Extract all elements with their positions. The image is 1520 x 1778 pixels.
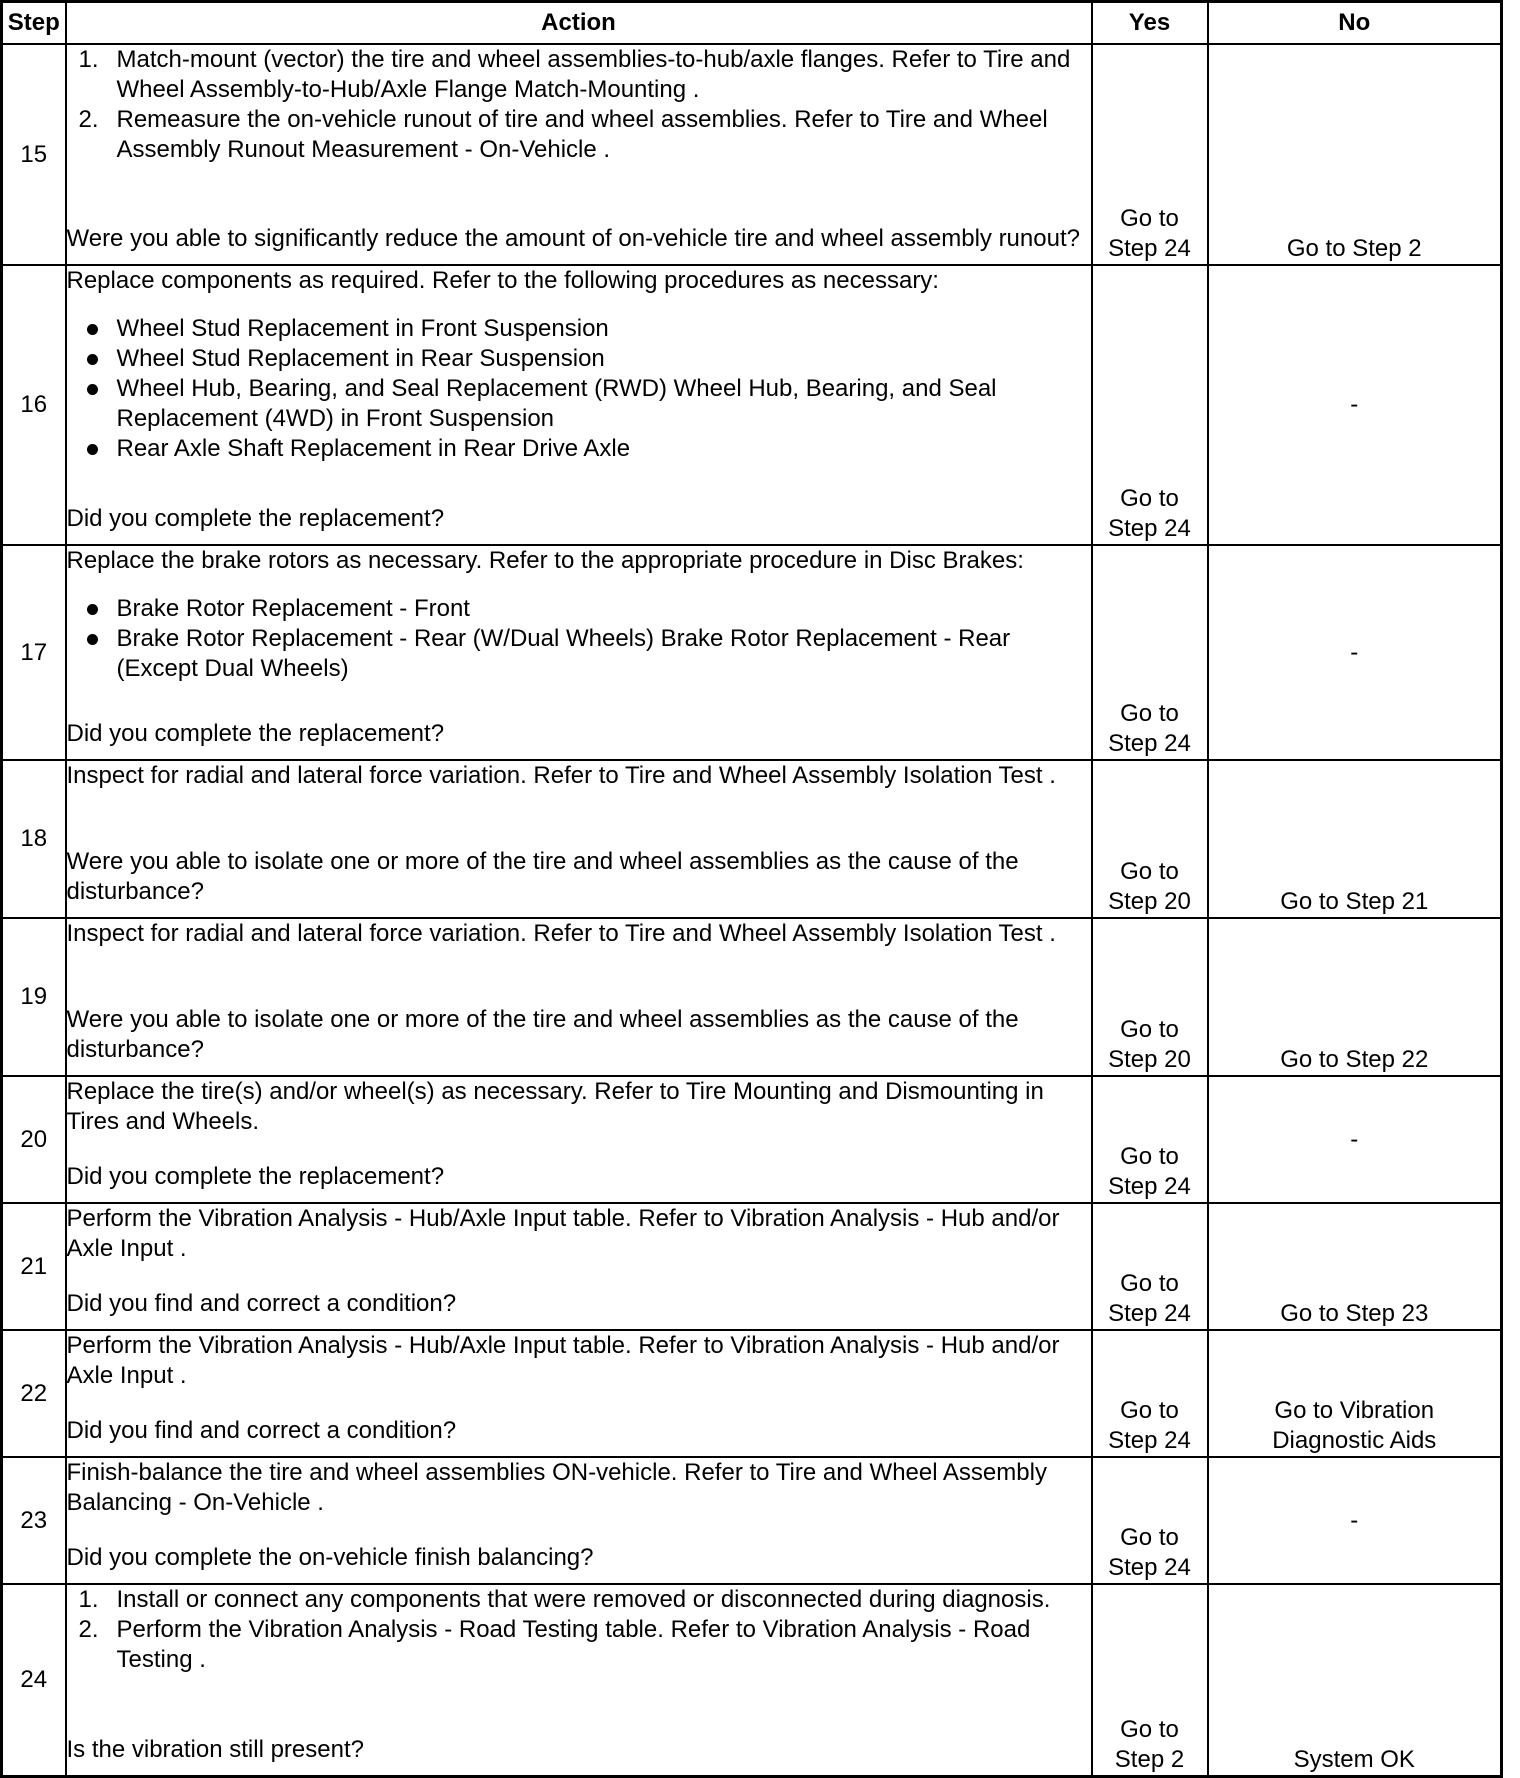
action-question: Did you find and correct a condition?: [66, 1290, 457, 1317]
action-content: [67, 919, 1091, 1065]
numbered-steps: [67, 1585, 1091, 1675]
bullet-list: [67, 594, 1091, 684]
spacer: [67, 1137, 1091, 1162]
numbered-step-text: Remeasure the on-vehicle runout of tire and wheel assemblies. Refer to Tire and Wheel Assembly Runout Measurement - On-Vehicle .: [116, 106, 1048, 163]
step-number: 23: [2, 1457, 66, 1584]
action-content: [67, 266, 1091, 534]
header-action: Action: [66, 2, 1092, 45]
action-cell: [66, 1584, 1092, 1776]
no-result: -: [1208, 1457, 1502, 1584]
action-content: [67, 761, 1091, 907]
step-number: 15: [2, 44, 66, 265]
action-cell: [66, 1330, 1092, 1457]
table-row: [2, 44, 1502, 265]
numbered-step-text: Perform the Vibration Analysis - Road Testing table. Refer to Vibration Analysis - Road Testing .: [116, 1616, 1031, 1673]
step-index: 2.: [78, 106, 99, 133]
action-question: Were you able to significantly reduce the amount of on-vehicle tire and wheel assembly runout?: [66, 225, 1080, 252]
yes-result: Go to Step 24: [1092, 545, 1208, 760]
table-row: [2, 1076, 1502, 1203]
yes-result: Go to Step 24: [1092, 265, 1208, 545]
action-cell: [66, 1203, 1092, 1330]
action-cell: [66, 1457, 1092, 1584]
spacer: [67, 1518, 1091, 1543]
bullet-item: Brake Rotor Replacement - Front: [67, 594, 1091, 624]
action-intro: Replace the brake rotors as necessary. Refer to the appropriate procedure in Disc Brakes:: [66, 547, 1024, 574]
numbered-step: [67, 1615, 1091, 1675]
bullet-list: [67, 314, 1091, 464]
no-result: Go to Step 21: [1208, 760, 1502, 918]
action-intro: Perform the Vibration Analysis - Hub/Axle Input table. Refer to Vibration Analysis - Hub and/or Axle Input .: [66, 1205, 1060, 1262]
spacer: [67, 1391, 1091, 1416]
yes-result: Go to Step 24: [1092, 1330, 1208, 1457]
action-content: [67, 1077, 1091, 1192]
table-row: [2, 918, 1502, 1076]
spacer: [67, 464, 1091, 504]
spacer: [67, 1264, 1091, 1289]
action-intro: Inspect for radial and lateral force variation. Refer to Tire and Wheel Assembly Isolation Test .: [66, 920, 1056, 947]
action-question: Did you complete the replacement?: [66, 720, 445, 747]
no-result: -: [1208, 1076, 1502, 1203]
action-content: [67, 1204, 1091, 1319]
yes-result: Go to Step 20: [1092, 918, 1208, 1076]
step-number: 20: [2, 1076, 66, 1203]
action-content: [67, 45, 1091, 254]
action-intro: Replace components as required. Refer to the following procedures as necessary:: [66, 267, 939, 294]
action-cell: [66, 918, 1092, 1076]
action-content: [67, 546, 1091, 749]
numbered-step-text: Install or connect any components that were removed or disconnected during diagnosis.: [116, 1586, 1051, 1613]
no-result: Go to Step 22: [1208, 918, 1502, 1076]
bullet-item: Wheel Hub, Bearing, and Seal Replacement (RWD) Wheel Hub, Bearing, and Seal Replacement (4WD) in Front Suspension: [67, 374, 1091, 434]
step-number: 19: [2, 918, 66, 1076]
action-question: Were you able to isolate one or more of the tire and wheel assemblies as the cause of the disturbance?: [66, 1006, 1019, 1063]
step-number: 21: [2, 1203, 66, 1330]
table-row: [2, 1457, 1502, 1584]
action-content: [67, 1331, 1091, 1446]
action-cell: [66, 545, 1092, 760]
spacer: [67, 949, 1091, 1005]
action-cell: [66, 760, 1092, 918]
numbered-steps: [67, 45, 1091, 165]
action-cell: [66, 44, 1092, 265]
action-question: Did you find and correct a condition?: [66, 1417, 457, 1444]
header-no: No: [1208, 2, 1502, 45]
table-row: [2, 265, 1502, 545]
yes-result: Go to Step 24: [1092, 1457, 1208, 1584]
no-result: Go to Step 2: [1208, 44, 1502, 265]
numbered-step-text: Match-mount (vector) the tire and wheel assemblies-to-hub/axle flanges. Refer to Tire and Wheel Assembly-to-Hub/Axle Flange Match-Mounting .: [116, 46, 1071, 103]
action-question: Did you complete the replacement?: [66, 505, 445, 532]
yes-result: Go to Step 24: [1092, 1203, 1208, 1330]
yes-result: Go to Step 24: [1092, 1076, 1208, 1203]
no-result: System OK: [1208, 1584, 1502, 1776]
table-row: [2, 1330, 1502, 1457]
yes-result: Go to Step 2: [1092, 1584, 1208, 1776]
table-row: [2, 1203, 1502, 1330]
header-row: [2, 2, 1502, 45]
action-cell: [66, 265, 1092, 545]
action-content: [67, 1458, 1091, 1573]
spacer: [67, 1675, 1091, 1735]
step-number: 16: [2, 265, 66, 545]
table-row: [2, 760, 1502, 918]
no-result: -: [1208, 265, 1502, 545]
action-intro: Replace the tire(s) and/or wheel(s) as necessary. Refer to Tire Mounting and Dismounting in Tires and Wheels.: [66, 1078, 1044, 1135]
yes-result: Go to Step 24: [1092, 44, 1208, 265]
action-intro: Inspect for radial and lateral force variation. Refer to Tire and Wheel Assembly Isolation Test .: [66, 762, 1056, 789]
bullet-item: Rear Axle Shaft Replacement in Rear Drive Axle: [67, 434, 1091, 464]
table-row: [2, 545, 1502, 760]
action-question: Did you complete the on-vehicle finish balancing?: [66, 1544, 594, 1571]
step-index: 1.: [78, 1586, 99, 1613]
yes-result: Go to Step 20: [1092, 760, 1208, 918]
action-intro: Perform the Vibration Analysis - Hub/Axle Input table. Refer to Vibration Analysis - Hub and/or Axle Input .: [66, 1332, 1060, 1389]
numbered-step: [67, 105, 1091, 165]
spacer: [67, 165, 1091, 224]
no-result: -: [1208, 545, 1502, 760]
table-row: [2, 1584, 1502, 1776]
spacer: [67, 791, 1091, 847]
numbered-step: [67, 45, 1091, 105]
action-cell: [66, 1076, 1092, 1203]
no-result: Go to Step 23: [1208, 1203, 1502, 1330]
spacer: [67, 684, 1091, 719]
action-question: Were you able to isolate one or more of the tire and wheel assemblies as the cause of the disturbance?: [66, 848, 1019, 905]
step-number: 24: [2, 1584, 66, 1776]
step-number: 17: [2, 545, 66, 760]
bullet-item: Wheel Stud Replacement in Rear Suspension: [67, 344, 1091, 374]
action-content: [67, 1585, 1091, 1765]
action-question: Is the vibration still present?: [66, 1736, 364, 1763]
action-intro: Finish-balance the tire and wheel assemblies ON-vehicle. Refer to Tire and Wheel Assembly Balancing - On-Vehicle .: [66, 1459, 1047, 1516]
step-number: 18: [2, 760, 66, 918]
bullet-item: Wheel Stud Replacement in Front Suspension: [67, 314, 1091, 344]
action-question: Did you complete the replacement?: [66, 1163, 445, 1190]
no-result: Go to Vibration Diagnostic Aids: [1208, 1330, 1502, 1457]
step-index: 1.: [78, 46, 99, 73]
header-step: Step: [2, 2, 66, 45]
bullet-item: Brake Rotor Replacement - Rear (W/Dual Wheels) Brake Rotor Replacement - Rear (Except Dual Wheels): [67, 624, 1091, 684]
numbered-step: [67, 1585, 1091, 1615]
header-yes: Yes: [1092, 2, 1208, 45]
step-index: 2.: [78, 1616, 99, 1643]
step-number: 22: [2, 1330, 66, 1457]
